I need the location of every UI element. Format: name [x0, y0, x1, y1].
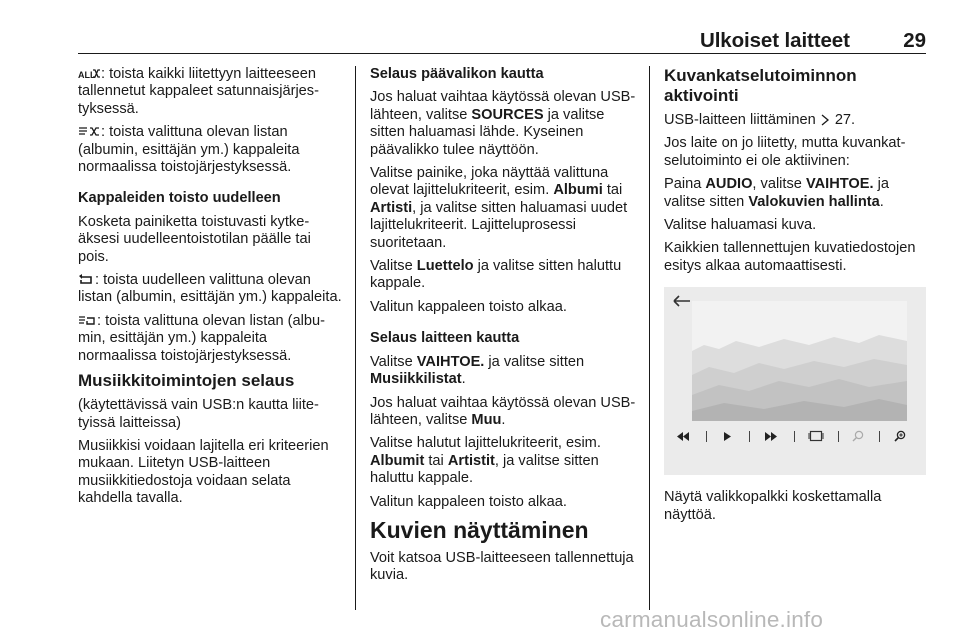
device-paragraph-3: Valitse halutut lajittelukriteerit, esim. Albumit tai Artistit, ja valitse sitten haluttu kappale.: [370, 435, 601, 487]
device-browse-heading: Selaus laitteen kautta: [370, 330, 520, 347]
main-menu-paragraph-1: Jos haluat vaihtaa käytössä olevan USB-lähteen, valitse SOURCES ja valitse sitten haluamasi lähde. Kyseinen päävalikko tulee näyttöön.: [370, 89, 636, 158]
device-paragraph-4: Valitun kappaleen toisto alkaa.: [370, 493, 567, 510]
slideshow-paragraph-3: Paina AUDIO, valitse VAIHTOE. ja valitse sitten Valokuvien hallinta.: [664, 176, 889, 210]
shuffle-list-icon: [78, 125, 100, 138]
slideshow-paragraph-4: Valitse haluamasi kuva.: [664, 217, 817, 234]
main-menu-paragraph-4: Valitun kappaleen toisto alkaa.: [370, 298, 567, 315]
svg-text:ALL: ALL: [78, 70, 96, 80]
play-icon[interactable]: [720, 427, 734, 445]
repeat-intro: Kosketa painiketta toistuvasti kytkeäksesi uudelleentoistotilan päälle tai pois.: [78, 213, 311, 265]
repeat-list-paragraph: : toista valittuna olevan listan (albumin, esittäjän ym.) kappaleita normaalissa toistojärjestyksessä.: [78, 312, 325, 364]
header-rule: [78, 53, 926, 54]
device-paragraph-1: Valitse VAIHTOE. ja valitse sitten Musiikkilistat.: [370, 353, 585, 388]
picture-viewer-screenshot: [664, 287, 926, 475]
browse-note: (käytettävissä vain USB:n kautta liitetyissä laitteissa): [78, 397, 319, 431]
slideshow-paragraph-5: Kaikkien tallennettujen kuvatiedostojen esitys alkaa automaattisesti.: [664, 240, 916, 274]
column-3: [664, 66, 926, 530]
column-2: [370, 66, 638, 591]
repeat-icon: [78, 273, 94, 286]
device-paragraph-2: Jos haluat vaihtaa käytössä olevan USB-lähteen, valitse Muu.: [370, 394, 636, 428]
repeat-list-icon: [78, 314, 96, 327]
fast-forward-icon[interactable]: [762, 427, 780, 445]
zoom-in-icon[interactable]: [892, 427, 908, 445]
column-divider-2: [649, 66, 650, 610]
page-number: 29: [903, 29, 926, 52]
zoom-out-icon[interactable]: [850, 427, 866, 445]
control-separator: [879, 431, 880, 442]
shuffle-all-paragraph: ALL : toista kaikki liitettyyn laitteeseen tallennetut kappaleet satunnaisjärjestyksessä.: [78, 66, 319, 117]
slideshow-heading: Kuvankatselutoiminnon aktivointi: [664, 66, 857, 105]
slideshow-paragraph-1: USB-laitteen liittäminen 27.: [664, 112, 856, 128]
repeat-heading: Kappaleiden toisto uudelleen: [78, 190, 281, 207]
repeat-all-paragraph: : toista uudelleen valittuna olevan listan (albumin, esittäjän ym.) kappaleita.: [78, 272, 342, 306]
back-arrow-icon[interactable]: [670, 293, 692, 309]
screenshot-caption: Näytä valikkopalkki koskettamalla näyttöä.: [664, 489, 882, 523]
images-intro: Voit katsoa USB-laitteeseen tallennettuja kuvia.: [370, 549, 634, 584]
main-menu-paragraph-3: Valitse Luettelo ja valitse sitten haluttu kappale.: [370, 258, 622, 292]
slideshow-paragraph-2: Jos laite on jo liitetty, mutta kuvankatselutoiminto ei ole aktiivinen:: [664, 135, 906, 169]
shuffle-all-icon: [78, 67, 100, 80]
control-separator: [838, 431, 839, 442]
shuffle-list-paragraph: : toista valittuna olevan listan (albumin, esittäjän ym.) kappaleita normaalissa toistojärjestyksessä.: [78, 124, 300, 176]
slideshow-icon[interactable]: [806, 427, 826, 445]
page-header-title: Ulkoiset laitteet: [700, 29, 850, 52]
control-separator: [749, 431, 750, 442]
column-divider-1: [355, 66, 356, 610]
browse-intro: Musiikkisi voidaan lajitella eri kriteerien mukaan. Liitetyn USB-laitteen musiikkitiedostoja voidaan selata kahdella tavalla.: [78, 437, 329, 507]
rewind-icon[interactable]: [674, 427, 692, 445]
viewer-control-bar: [664, 427, 926, 445]
landscape-photo: [664, 287, 926, 475]
control-separator: [706, 431, 707, 442]
main-menu-heading: Selaus päävalikon kautta: [370, 66, 544, 82]
column-1: [78, 66, 344, 514]
watermark: carmanualsonline.info: [600, 607, 824, 632]
images-heading: Kuvien näyttäminen: [370, 516, 589, 543]
main-menu-paragraph-2: Valitse painike, joka näyttää valittuna olevat lajittelukriteerit, esim. Albumi tai Artisti, ja valitse sitten haluamasi uudet lajittelukriteerit. Lajitteluprosessi suoritetaan.: [370, 165, 628, 251]
control-separator: [794, 431, 795, 442]
arrow-reference-icon: [820, 114, 830, 126]
browse-heading: Musiikkitoimintojen selaus: [78, 371, 295, 391]
